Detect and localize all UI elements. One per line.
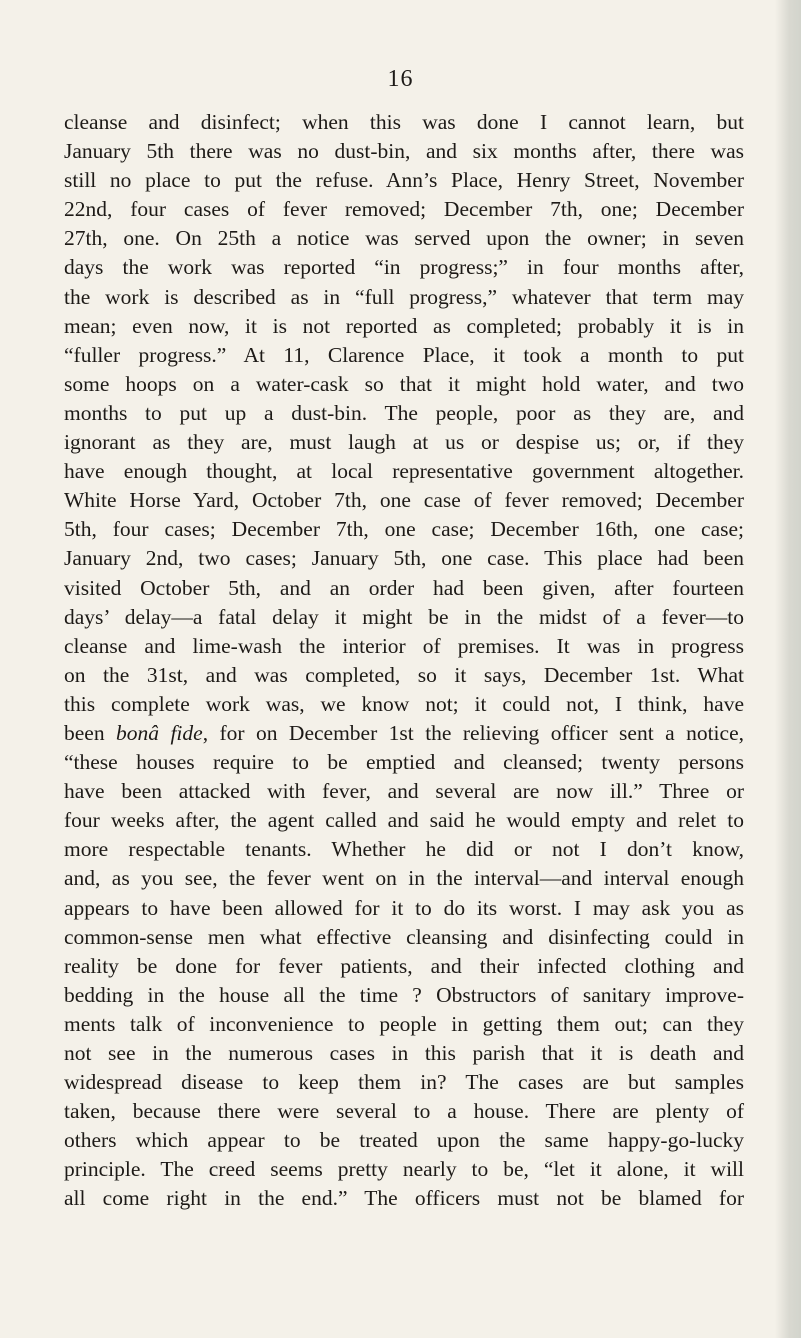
- body-text: [64, 108, 744, 1214]
- text-line: ments talk of inconvenience to people in getting them out; can they: [64, 1011, 744, 1036]
- text-line: appears to have been allowed for it to do its worst. I may ask you as: [64, 895, 744, 920]
- italic-phrase: bonâ fide: [116, 720, 203, 745]
- text-line: “these houses require to be emptied and cleansed; twenty persons: [64, 750, 744, 775]
- text-line: on the 31st, and was completed, so it says, December 1st. What: [64, 662, 744, 687]
- text-line: ignorant as they are, must laugh at us or despise us; or, if they: [64, 430, 744, 455]
- text-line: days the work was reported “in progress;” in four months after,: [64, 255, 744, 280]
- text-line: not see in the numerous cases in this parish that it is death and: [64, 1041, 744, 1065]
- text-line: more respectable tenants. Whether he did or not I don’t know,: [64, 837, 744, 862]
- text-line: White Horse Yard, October 7th, one case of fever removed; December: [64, 488, 744, 513]
- text-line: days’ delay—a fatal delay it might be in the midst of a fever—to: [64, 604, 744, 629]
- text-line: visited October 5th, and an order had been given, after fourteen: [64, 575, 744, 600]
- text-line: some hoops on a water-cask so that it might hold water, and two: [64, 371, 744, 396]
- text-line: have been attacked with fever, and several are now ill.” Three or: [64, 779, 744, 804]
- text-line: others which appear to be treated upon the same happy-go-lucky: [64, 1128, 744, 1153]
- text-line: 27th, one. On 25th a notice was served upon the owner; in seven: [64, 226, 744, 251]
- text-line: January 2nd, two cases; January 5th, one case. This place had been: [64, 546, 744, 571]
- text-line: principle. The creed seems pretty nearly to be, “let it alone, it will: [64, 1157, 744, 1182]
- text-line: common-sense men what effective cleansing and disinfecting could in: [64, 924, 744, 949]
- text-line: reality be done for fever patients, and their infected clothing and: [64, 953, 744, 978]
- text-line: cleanse and disinfect; when this was done I cannot learn, but: [64, 110, 744, 134]
- page-edge-shadow: [775, 0, 801, 1338]
- text-line: been bonâ fide, for on December 1st the relieving officer sent a notice,: [64, 720, 744, 745]
- text-line: widespread disease to keep them in? The cases are but samples: [64, 1070, 744, 1095]
- text-line: “fuller progress.” At 11, Clarence Place, it took a month to put: [64, 342, 744, 367]
- text-line: four weeks after, the agent called and said he would empty and relet to: [64, 808, 744, 833]
- page-number: 16: [387, 66, 414, 92]
- text-line: all come right in the end.” The officers must not be blamed for: [64, 1186, 744, 1211]
- text-line: have enough thought, at local representative government altogether.: [64, 459, 744, 484]
- text-line: cleanse and lime-wash the interior of premises. It was in progress: [64, 633, 744, 658]
- text-line: this complete work was, we know not; it could not, I think, have: [64, 691, 744, 716]
- text-line: still no place to put the refuse. Ann’s Place, Henry Street, November: [64, 168, 744, 193]
- text-line: months to put up a dust-bin. The people, poor as they are, and: [64, 400, 744, 425]
- text-line: bedding in the house all the time ? Obstructors of sanitary improve-: [64, 982, 744, 1007]
- text-line: January 5th there was no dust-bin, and six months after, there was: [64, 139, 744, 164]
- text-line: 5th, four cases; December 7th, one case; December 16th, one case;: [64, 517, 744, 542]
- text-line: taken, because there were several to a house. There are plenty of: [64, 1099, 744, 1124]
- text-line: the work is described as in “full progress,” whatever that term may: [64, 284, 744, 309]
- text-line: mean; even now, it is not reported as completed; probably it is in: [64, 313, 744, 338]
- text-line: and, as you see, the fever went on in the interval—and interval enough: [64, 866, 744, 891]
- text-line: 22nd, four cases of fever removed; December 7th, one; December: [64, 197, 744, 222]
